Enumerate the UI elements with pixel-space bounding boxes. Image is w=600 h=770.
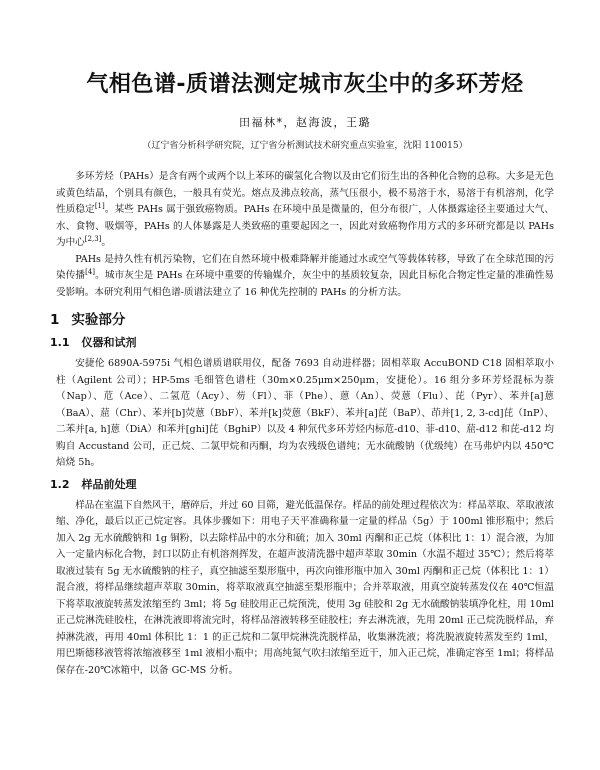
affiliation: （辽宁省分析科学研究院，辽宁省分析测试技术研究重点实验室，沈阳 110015） <box>142 141 468 151</box>
intro-p1-text-2: 。某些 PAHs 属于强致癌物质。PAHs 在环境中虽是微量的，但分布很广，人体摄露途径主要通过大气、水、食物、吸烟等，PAHs 的人体暴露是人类致癌的重要起因之一，因此对致癌物作用方式的多环研究都是以 PAHs 为中心 <box>56 204 555 248</box>
subsection-title: 仪器和试剂 <box>81 336 137 349</box>
citation-ref: [4] <box>85 267 96 276</box>
intro-p1-text: 多环芳烃（PAHs）是含有两个或两个以上苯环的碳氢化合物以及由它们衍生出的各种化合物的总称。大多是无色或黄色结晶，个别具有颜色，一般具有荧光。熔点及沸点较高，蒸气压很小，极不易溶于水，易溶于有机溶剂，化学性质稳定 <box>56 171 554 215</box>
section-heading-experimental <box>50 310 554 330</box>
intro-paragraph-1 <box>56 169 554 252</box>
paper-body <box>50 169 555 679</box>
intro-paragraph-2 <box>56 252 554 302</box>
citation-ref: [1] <box>94 201 105 210</box>
section-title: 实验部分 <box>71 312 126 328</box>
subsection-number: 1.1 <box>50 336 70 349</box>
subsection-heading-instruments <box>50 334 554 352</box>
intro-p2-text: PAHs 是持久性有机污染物，它们在自然环境中极难降解并能通过水或空气等载体转移，导致了在全球范围的污染传播 <box>56 253 554 281</box>
subsection-title: 样品前处理 <box>81 477 137 491</box>
instruments-paragraph: 安捷伦 6890A-5975i 气相色谱质谱联用仪，配备 7693 自动进样器；固相萃取 AccuBOND C18 固相萃取小柱（Agilent 公司）；HP-5ms 毛细管色谱柱（30m×0.25μm×250μm，安捷伦）。16 组分多环芳烃混标为萘（Nap）、苊（Ace）、二氢苊（Acy）、芴（Fl）、菲（Phe）、蒽（An）、荧蒽（Flu）、芘（Pyr）、苯并[a]蒽（BaA）、䓛（Chr）、苯并[b]荧蒽（BbF）、苯并[k]荧蒽（BkF）、苯并[a]芘（BaP）、茚并[1, 2, 3-cd]芘（InP）、二苯并[a, h]蒽（DiA）和苯并[ghi]芘（BghiP）以及 4 种氘代多环芳烃内标苊-d10、菲-d10、䓛-d12 和芘-d12 均购自 Accustand 公司，正己烷、二氯甲烷和丙酮，均为农残级色谱纯；无水硫酸钠（优级纯）在马弗炉内以 450℃焙烧 5h。 <box>56 358 554 468</box>
paper-title: 气相色谱-质谱法测定城市灰尘中的多环芳烃 <box>86 72 524 97</box>
authors: 田福林*，赵海波，王璐 <box>239 116 371 129</box>
pretreatment-paragraph: 样品在室温下自然风干，磨碎后，并过 60 目筛，避光低温保存。样品的前处理过程依次为：样品萃取、萃取液浓缩、净化，最后以正己烷定容。具体步骤如下：用电子天平准确称量一定量的样品（5g）于 100ml 锥形瓶中；然后加入 2g 无水硫酸钠和 1g 铜粉，以去除样品中的水分和硫；加入 30ml 丙酮和正己烷（体积比 1：1）混合液，为加入一定量内标化合物，封口以防止有机溶剂挥发，在超声波清洗器中超声萃取 30min（水温不超过 35℃）；然后将萃取液过装有 5g 无水硫酸钠的柱子，真空抽滤至梨形瓶中，再次向锥形瓶中加入 30ml 丙酮和正己烷（体积比 1：1）混合液，将样品继续超声萃取 30min，将萃取液真空抽滤至梨形瓶中；合并萃取液，用真空旋转蒸发仪在 40℃恒温下将萃取液旋转蒸发浓缩至约 3ml；将 5g 硅胶用正己烷预洗，使用 3g 硅胶和 2g 无水硫酸钠装填净化柱，用 10ml 正己烷淋洗硅胶柱，在淋洗液即将流完时，将样品溶液转移至硅胶柱；弃去淋洗液，先用 20ml 正己烷洗脱样品，弃掉淋洗液，再用 40ml 体积比 1：1 的正己烷和二氯甲烷淋洗洗脱样品，收集淋洗液；将洗脱液旋转蒸发至约 1ml，用巴斯德移液管将浓缩液移至 1ml 液相小瓶中；用高纯氮气吹扫浓缩至近干，加入正己烷，准确定容至 1ml；将样品保存在-20℃冰箱中，以备 GC-MS 分析。 <box>56 499 554 676</box>
subsection-heading-pretreatment <box>50 476 554 494</box>
intro-p1-end: 。 <box>101 237 111 248</box>
citation-ref: [2,3] <box>84 234 102 243</box>
section-number: 1 <box>50 312 60 328</box>
intro-p2-text-2: 。城市灰尘是 PAHs 在环境中重要的传输媒介，灰尘中的基质较复杂，因此目标化合物定性定量的准确性易受影响。本研究利用气相色谱-质谱法建立了 16 种优先控制的 PAHs 的分析方法。 <box>56 270 555 298</box>
subsection-number: 1.2 <box>50 477 70 491</box>
